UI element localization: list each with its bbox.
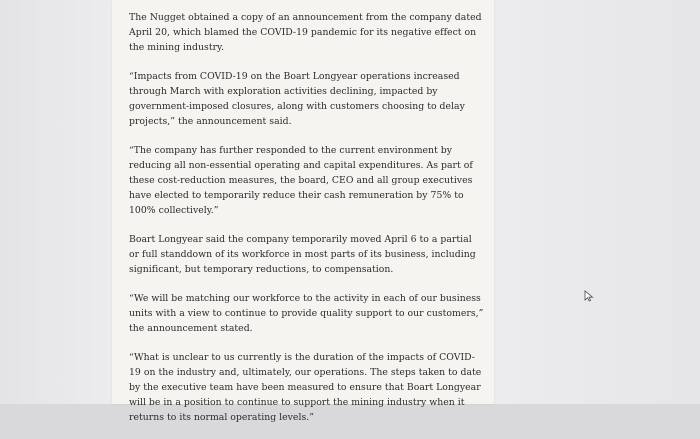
article-paragraph-6: “What is unclear to us currently is the duration of the impacts of COVID-19 on the industry and, ultimately, our operations. The steps taken to date by the executive team have been measured to ensure that Boart Longyear will be in a position to continue to support the mining industry when it returns to its normal operating levels.” (129, 352, 482, 423)
left-background (0, 0, 112, 404)
article-page (112, 0, 494, 423)
article-paragraph-3: “The company has further responded to the current environment by reducing all non-essential operating and capital expenditures. As part of these cost-reduction measures, the board, CEO and all group executives have elected to temporarily reduce their cash remuneration by 75% to 100% collectively.” (129, 145, 473, 216)
article-paragraph-1: The Nugget obtained a copy of an announcement from the company dated April 20, which blamed the COVID-19 pandemic for its negative effect on the mining industry. (129, 12, 482, 53)
right-background (494, 0, 700, 404)
article-paragraph-5: “We will be matching our workforce to the activity in each of our business units with a view to continue to provide quality support to our customers,” the announcement stated. (129, 293, 484, 334)
article-paragraph-2: “Impacts from COVID-19 on the Boart Longyear operations increased through March with exploration activities declining, impacted by government-imposed closures, along with customers choosing to delay projects,” the announcement said. (129, 71, 465, 127)
mouse-pointer-icon (584, 290, 594, 302)
article-paragraph-4: Boart Longyear said the company temporarily moved April 6 to a partial or full standdown of its workforce in most parts of its business, including significant, but temporary reductions, to compensation. (129, 234, 476, 275)
article-body (129, 10, 484, 439)
